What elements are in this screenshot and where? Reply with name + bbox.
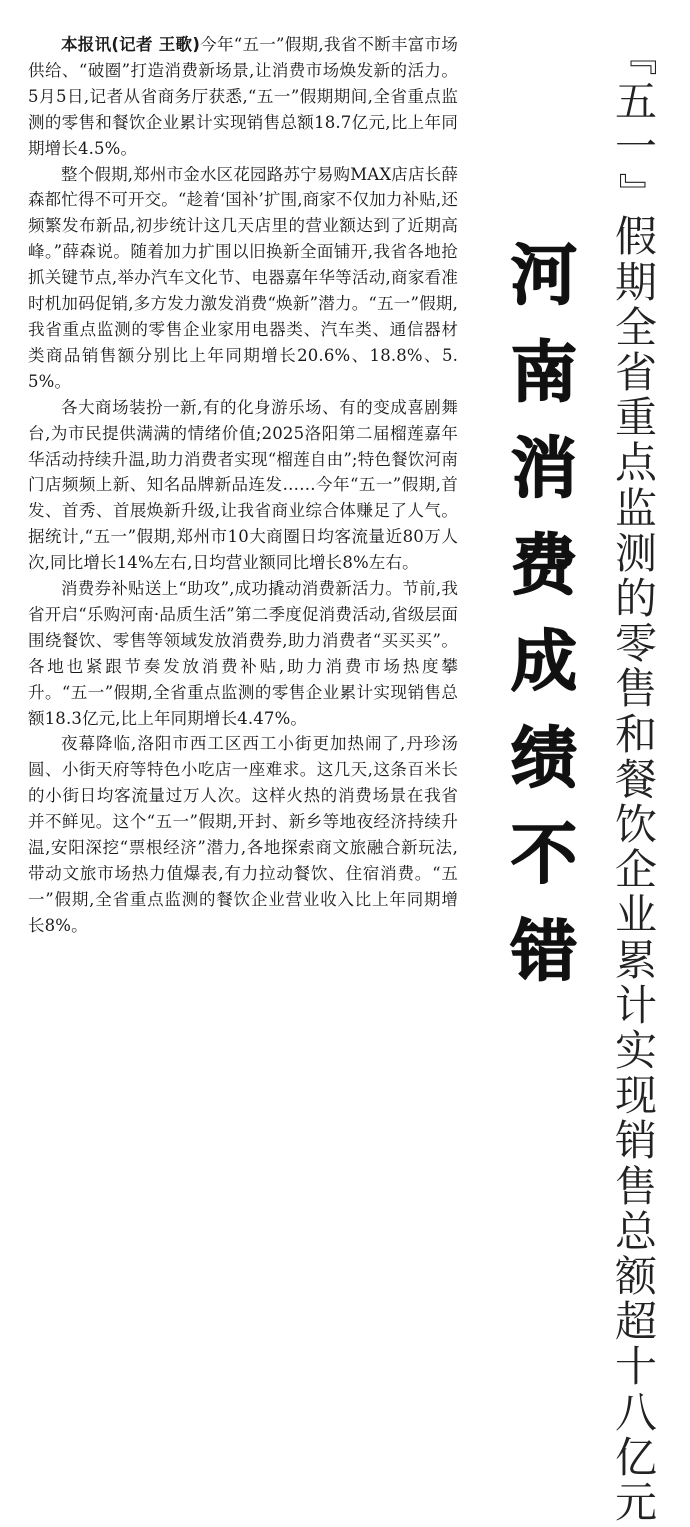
lead-text: 今年“五一”假期,我省不断丰富市场供给、“破圈”打造消费新场景,让消费市场焕发新的活力。5月5日,记者从省商务厅获悉,“五一”假期期间,全省重点监测的零售和餐饮企业累计实现销售总额18.7亿元,比上年同期增长4.5%。: [28, 35, 459, 158]
article-body: [28, 32, 458, 939]
headline-subtitle-char: 』: [614, 172, 659, 211]
headline-title-char: 南: [511, 333, 577, 411]
headline-subtitle-char: 业: [614, 890, 657, 940]
headline-subtitle-char: 超: [614, 1297, 657, 1347]
headline-subtitle-char: 监: [614, 483, 657, 533]
headline-subtitle-char: 元: [614, 1478, 657, 1527]
paragraph-2: 整个假期,郑州市金水区花园路苏宁易购MAX店店长薛森都忙得不可开交。“趁着‘国补’扩围,商家不仅加力补贴,还频繁发布新品,初步统计这几天店里的营业额达到了近期高峰。”薛森说。随着加力扩围以旧换新全面铺开,我省各地抢抓关键节点,举办汽车文化节、电器嘉年华等活动,商家看准时机加码促销,多方发力激发消费“焕新”潜力。“五一”假期,我省重点监测的零售企业家用电器类、汽车类、通信器材类商品销售额分别比上年同期增长20.6%、18.8%、5.5%。: [28, 164, 458, 391]
lead-paragraph: [28, 32, 458, 162]
headline-subtitle-char: 亿: [614, 1432, 657, 1482]
headline-subtitle-char: 现: [614, 1071, 657, 1121]
headline-subtitle-char: 总: [614, 1206, 657, 1256]
headline-subtitle-char: 额: [614, 1252, 657, 1302]
headline-subtitle-char: 企: [614, 845, 657, 895]
headline-subtitle-char: 期: [614, 257, 657, 307]
headline-subtitle-char: 五: [614, 77, 657, 126]
headline-title-char: 不: [511, 816, 577, 893]
headline-subtitle-char: 饮: [614, 800, 657, 850]
headline-title-char: 河: [511, 237, 577, 314]
paragraph-4: 消费券补贴送上“助攻”,成功撬动消费新活力。节前,我省开启“乐购河南·品质生活”第二季度促消费活动,省级层面围绕餐饮、零售等领域发放消费券,助力消费者“买买买”。各地也紧跟节奏发放消费补贴,助力消费市场热度攀升。“五一”假期,全省重点监测的零售企业累计实现销售总额18.3亿元,比上年同期增长4.47%。: [28, 579, 458, 728]
headline-title-char: 成: [511, 623, 577, 700]
headline-subtitle-char: 八: [614, 1387, 657, 1437]
headline-subtitle-char: 假: [614, 212, 657, 262]
headline-title-char: 绩: [511, 719, 577, 797]
headline-subtitle-char: 测: [614, 528, 657, 578]
headline-subtitle: [608, 34, 664, 1525]
headline-title-char: 消: [511, 430, 577, 507]
headline-subtitle-char: 『: [614, 37, 659, 76]
headline-title: [505, 228, 583, 1000]
headline-subtitle-char: 一: [614, 122, 657, 172]
headline-subtitle-char: 点: [614, 438, 657, 488]
headline-title-char: 费: [511, 526, 577, 604]
byline: 本报讯(记者 王歌): [61, 35, 201, 54]
headline-subtitle-char: 累: [614, 935, 657, 985]
headline-subtitle-char: 重: [614, 393, 657, 443]
headline-subtitle-char: 计: [614, 980, 657, 1030]
headline-subtitle-char: 零: [614, 619, 657, 669]
headline-subtitle-char: 售: [614, 1161, 657, 1211]
headline-subtitle-char: 餐: [614, 754, 657, 804]
headline-subtitle-char: 销: [614, 1116, 657, 1166]
headline-subtitle-char: 十: [614, 1342, 657, 1392]
headline-title-char: 错: [511, 912, 577, 990]
paragraph-5: 夜幕降临,洛阳市西工区西工小街更加热闹了,丹珍汤圆、小街天府等特色小吃店一座难求。这几天,这条百米长的小街日均客流量过万人次。这样火热的消费场景在我省并不鲜见。这个“五一”假期,开封、新乡等地夜经济持续升温,安阳深挖“票根经济”潜力,各地探索商文旅融合新玩法,带动文旅市场热力值爆表,有力拉动餐饮、住宿消费。“五一”假期,全省重点监测的餐饮企业营业收入比上年同期增长8%。: [28, 734, 458, 935]
headline-subtitle-char: 省: [614, 348, 657, 398]
headline-subtitle-char: 全: [614, 302, 657, 352]
headline-subtitle-char: 售: [614, 664, 657, 714]
headline-subtitle-char: 和: [614, 709, 657, 759]
paragraph-3: 各大商场装扮一新,有的化身游乐场、有的变成喜剧舞台,为市民提供满满的情绪价值;2025洛阳第二届榴莲嘉年华活动持续升温,助力消费者实现“榴莲自由”;特色餐饮河南门店频频上新、知名品牌新品连发……今年“五一”假期,首发、首秀、首展焕新升级,让我省商业综合体赚足了人气。据统计,“五一”假期,郑州市10大商圈日均客流量近80万人次,同比增长14%左右,日均营业额同比增长8%左右。: [28, 397, 458, 573]
headline-subtitle-char: 实: [614, 1026, 657, 1076]
headline-subtitle-char: 的: [614, 574, 657, 624]
